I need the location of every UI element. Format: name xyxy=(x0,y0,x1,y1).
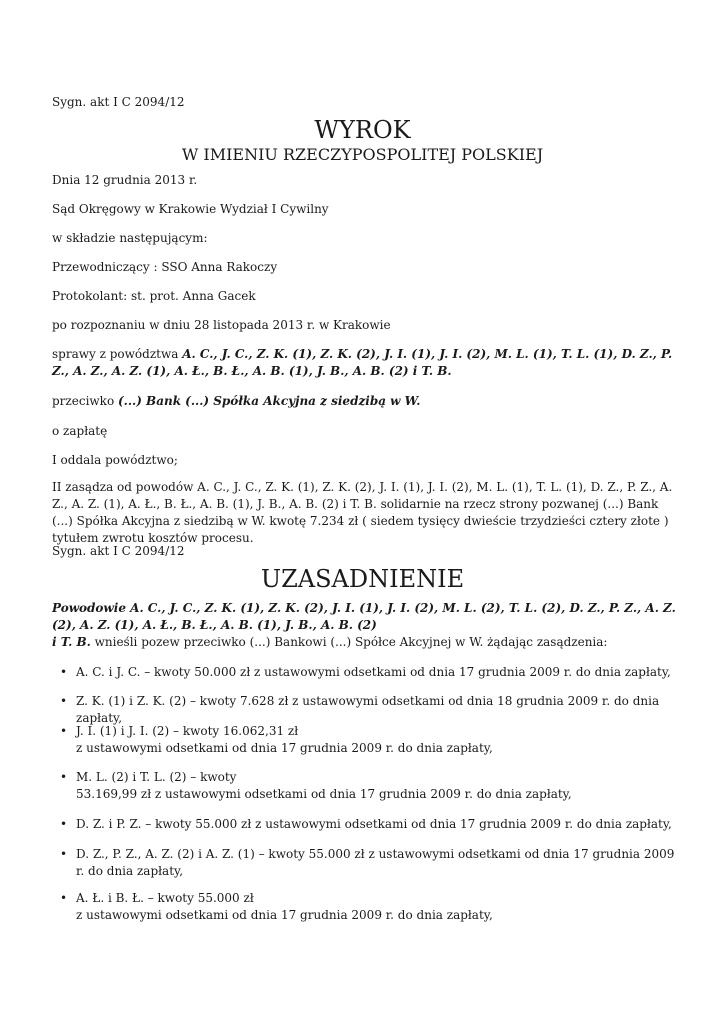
presiding-judge: Przewodniczący : SSO Anna Rakoczy xyxy=(52,260,278,274)
court-composition: w składzie następującym: xyxy=(52,231,208,245)
claim-text-continued: z ustawowymi odsetkami od dnia 17 grudnia 2009 r. do dnia zapłaty, xyxy=(76,741,493,755)
claim-item xyxy=(60,816,677,833)
claim-text: J. I. (1) i J. I. (2) – kwoty 16.062,31 zł xyxy=(76,724,299,738)
defendant-line xyxy=(52,393,677,410)
bullet-icon: • xyxy=(60,770,68,784)
lead-plaintiffs-end: i T. B. xyxy=(52,635,91,649)
judgment-title: WYROK xyxy=(314,116,411,144)
lead-rest: wnieśli pozew przeciwko (...) Bankowi (...) Spółce Akcyjnej w W. żądając zasądzenia: xyxy=(90,635,608,649)
court-clerk: Protokolant: st. prot. Anna Gacek xyxy=(52,289,256,303)
claim-text: A. C. i J. C. – kwoty 50.000 zł z ustawowymi odsetkami od dnia 17 grudnia 2009 r. do dnia zapłaty, xyxy=(76,665,671,679)
ruling-point-2: II zasądza od powodów A. C., J. C., Z. K. (1), Z. K. (2), J. I. (1), J. I. (2), M. L. (1), T. L. (1), D. Z., P. Z., A. Z., A. Z. (1), A. Ł., B. Ł., A. B. (1), J. B., A. B. (2) i T. B. solidarnie na rzecz strony pozwanej (...) Bank (...) Spółka Akcyjna z siedzibą w W. kwotę 7.234 zł ( siedem tysięcy dwieście trzydzieści cztery złote ) tytułem zwrotu kosztów procesu. xyxy=(52,480,673,545)
plaintiffs-list: A. C., J. C., Z. K. (1), Z. K. (2), J. I. (1), J. I. (2), M. L. (1), T. L. (1), D. Z., P. Z., A. Z., A. Z. (1), A. Ł., B. Ł., A. B. (1), J. B., A. B. (2) i T. B. xyxy=(52,347,673,378)
judgment-subtitle: W IMIENIU RZECZYPOSPOLITEJ POLSKIEJ xyxy=(181,145,544,164)
claim-text-continued: z ustawowymi odsetkami od dnia 17 grudnia 2009 r. do dnia zapłaty, xyxy=(76,908,493,922)
ruling-point-1: I oddala powództwo; xyxy=(52,453,178,467)
claim-item xyxy=(60,846,677,880)
claim-text: Z. K. (1) i Z. K. (2) – kwoty 7.628 zł z ustawowymi odsetkami od dnia 18 grudnia 2009 r. do dnia zapłaty, xyxy=(76,694,660,725)
claim-text: M. L. (2) i T. L. (2) – kwoty xyxy=(76,770,237,784)
bullet-icon: • xyxy=(60,724,68,738)
bullet-icon: • xyxy=(60,817,68,831)
case-signature-justification: Sygn. akt I C 2094/12 xyxy=(52,544,185,558)
judgment-date: Dnia 12 grudnia 2013 r. xyxy=(52,173,198,187)
hearing-info: po rozpoznaniu w dniu 28 listopada 2013 r. w Krakowie xyxy=(52,318,391,332)
bullet-icon: • xyxy=(60,891,68,905)
case-prefix: sprawy z powództwa xyxy=(52,347,183,361)
court-name: Sąd Okręgowy w Krakowie Wydział I Cywilny xyxy=(52,202,329,216)
against-prefix: przeciwko xyxy=(52,394,118,408)
case-subject: o zapłatę xyxy=(52,424,108,438)
bullet-icon: • xyxy=(60,694,68,708)
claim-text: D. Z. i P. Z. – kwoty 55.000 zł z ustawowymi odsetkami od dnia 17 grudnia 2009 r. do dnia zapłaty, xyxy=(76,817,672,831)
justification-heading: UZASADNIENIE xyxy=(260,565,465,593)
defendant-name: (...) Bank (...) Spółka Akcyjna z siedzibą w W. xyxy=(117,394,421,408)
claim-item xyxy=(60,693,677,727)
bullet-icon: • xyxy=(60,665,68,679)
claim-text: A. Ł. i B. Ł. – kwoty 55.000 zł xyxy=(76,891,254,905)
case-parties xyxy=(52,346,677,380)
justification-lead xyxy=(52,600,677,651)
bullet-icon: • xyxy=(60,847,68,861)
claim-item xyxy=(60,890,677,924)
claim-text-continued: 53.169,99 zł z ustawowymi odsetkami od dnia 17 grudnia 2009 r. do dnia zapłaty, xyxy=(76,787,572,801)
case-signature-top: Sygn. akt I C 2094/12 xyxy=(52,95,185,109)
claim-text: D. Z., P. Z., A. Z. (2) i A. Z. (1) – kwoty 55.000 zł z ustawowymi odsetkami od dnia 17 grudnia 2009 r. do dnia zapłaty, xyxy=(76,847,675,878)
claim-item xyxy=(60,769,677,803)
lead-plaintiffs: Powodowie A. C., J. C., Z. K. (1), Z. K. (2), J. I. (1), J. I. (2), M. L. (2), T. L. (2), D. Z., P. Z., A. Z. (2), A. Z. (1), A. Ł., B. Ł., A. B. (1), J. B., A. B. (2) xyxy=(52,601,676,632)
claim-item xyxy=(60,664,677,681)
claim-item xyxy=(60,723,677,757)
